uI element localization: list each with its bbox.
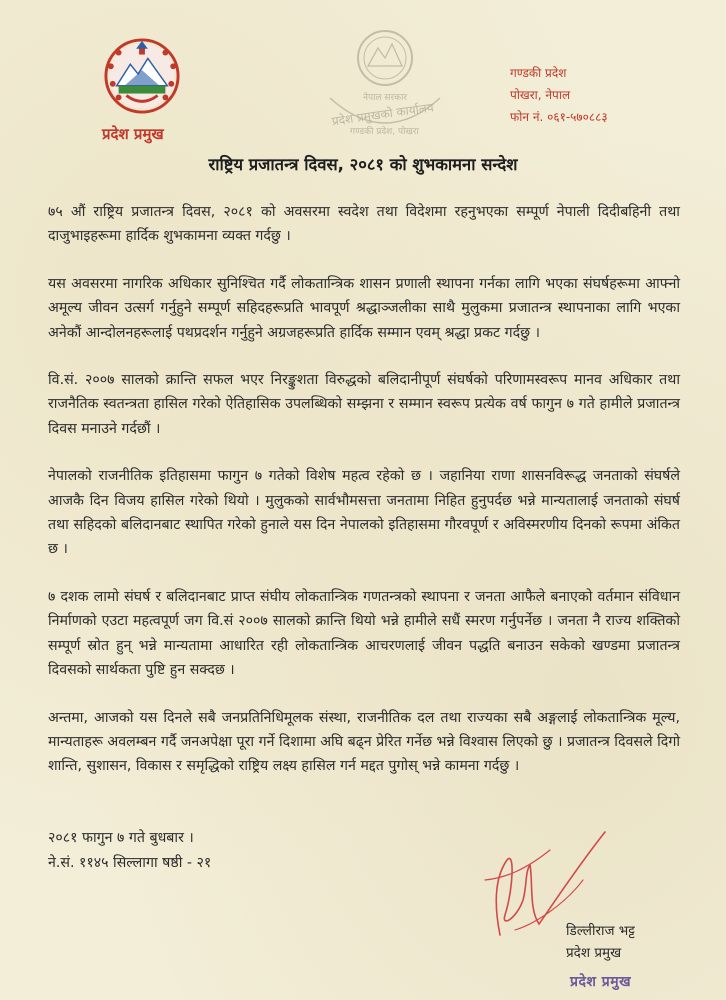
office-title: प्रदेश प्रमुख — [102, 125, 164, 143]
date-ns: ने.सं. ११४५ सिल्लागा षष्ठी - २१ — [48, 855, 212, 871]
rubber-stamp: प्रदेश प्रमुख — [570, 974, 632, 990]
date-block — [48, 826, 211, 876]
nepal-emblem-icon — [103, 37, 181, 115]
office-seal — [300, 18, 470, 138]
letter-body — [48, 200, 680, 802]
signatory-block — [566, 920, 635, 964]
phone-number: फोन नं. ०६१-५७०८८३ — [510, 110, 608, 124]
paragraph: ७५ औं राष्ट्रिय प्रजातन्त्र दिवस, २०८१ को अवसरमा स्वदेश तथा विदेशमा रहनुभएका सम्पूर्ण नेपाली दिदीबहिनी तथा दाजुभाइहरूमा हार्दिक शुभकामना व्यक्त गर्दछु । — [48, 204, 680, 245]
paragraph: यस अवसरमा नागरिक अधिकार सुनिश्चित गर्दै लोकतान्त्रिक शासन प्रणाली स्थापना गर्नका लागि भएका संघर्षहरूमा आफ्नो अमूल्य जीवन उत्सर्ग गर्नुहुने सम्पूर्ण सहिदहरूप्रति भावपूर्ण श्रद्धाञ्जलीका साथै मुलुकमा प्रजातन्त्र स्थापनाका लागि भएका अनेकौं आन्दोलनहरूलाई पथप्रदर्शन गर्नुहुने अग्रजहरूप्रति हार्दिक सम्मान एवम् श्रद्धा प्रकट गर्दछु । — [48, 275, 680, 341]
paragraph: नेपालको राजनीतिक इतिहासमा फागुन ७ गतेको विशेष महत्व रहेको छ । जहानिया राणा शासनविरूद्ध जनताको संघर्षले आजकै दिन विजय हासिल गरेको थियो । मुलुकको सार्वभौमसत्ता जनतामा निहित हुनुपर्दछ भन्ने मान्यतालाई जनताको संघर्ष तथा सहिदको बलिदानबाट स्थापित गरेको हुनाले यस दिन नेपालको इतिहासमा गौरवपूर्ण र अविस्मरणीय दिनको रूपमा अंकित छ । — [48, 468, 680, 558]
paragraph: वि.सं. २००७ सालको क्रान्ति सफल भएर निरङ्कुशता विरुद्धको बलिदानीपूर्ण संघर्षको परिणामस्वरूप मानव अधिकार तथा राजनैतिक स्वतन्त्रता हासिल गरेको ऐतिहासिक उपलब्धिको सम्झना र सम्मान स्वरूप प्रत्येक वर्ष फागुन ७ गते हामीले प्रजातन्त्र दिवस मनाउने गर्दछौं । — [48, 372, 680, 437]
province-name: गण्डकी प्रदेश — [510, 66, 567, 80]
city-name: पोखरा, नेपाल — [510, 88, 571, 102]
seal-line3: गण्डकी प्रदेश, पोखरा — [350, 127, 419, 137]
seal-line2: प्रदेश प्रमुखको कार्यालय — [330, 100, 435, 129]
letterhead-address — [510, 62, 608, 128]
seal-line1: नेपाल सरकार — [363, 93, 408, 103]
letter-subject: राष्ट्रिय प्रजातन्त्र दिवस, २०८१ को शुभकामना सन्देश — [208, 155, 518, 174]
signatory-name: डिल्लीराज भट्ट — [566, 923, 635, 939]
paragraph: अन्तमा, आजको यस दिनले सबै जनप्रतिनिधिमूलक संस्था, राजनीतिक दल तथा राज्यका सबै अङ्गलाई लोकतान्त्रिक मूल्य, मान्यताहरू अवलम्बन गर्दै जनअपेक्षा पूरा गर्ने दिशामा अघि बढ्न प्रेरित गर्नेछ भन्ने विश्वास लिएको छु । प्रजातन्त्र दिवसले दिगो शान्ति, सुशासन, विकास र समृद्धिको राष्ट्रिय लक्ष्य हासिल गर्न मद्दत पुगोस् भन्ने कामना गर्दछु । — [48, 709, 680, 775]
date-bs: २०८१ फागुन ७ गते बुधबार । — [48, 830, 194, 846]
signatory-title: प्रदेश प्रमुख — [566, 945, 622, 961]
paragraph: ७ दशक लामो संघर्ष र बलिदानबाट प्राप्त संघीय लोकतान्त्रिक गणतन्त्रको स्थापना र जनता आफैले बनाएको वर्तमान संविधान निर्माणको एउटा महत्वपूर्ण जग वि.सं २००७ सालको क्रान्ति थियो भन्ने हामीले सधैं स्मरण गर्नुपर्नेछ । जनता नै राज्य शक्तिको सम्पूर्ण स्रोत हुन् भन्ने मान्यतामा आधारित रही लोकतान्त्रिक आचरणलाई जीवन पद्धति बनाउन सकेको खण्डमा प्रजातन्त्र दिवसको सार्थकता पुष्टि हुन सक्दछ । — [48, 588, 680, 679]
